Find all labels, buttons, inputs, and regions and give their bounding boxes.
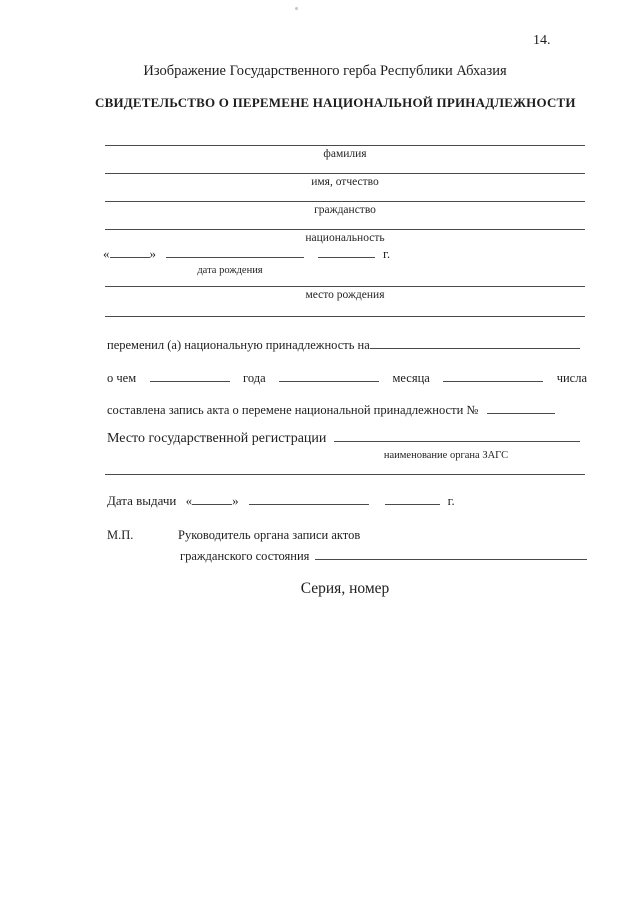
- surname-field-line: [105, 145, 585, 146]
- issue-date-row: [107, 493, 455, 509]
- registration-place-text: Место государственной регистрации: [107, 431, 327, 446]
- changed-nationality-text: переменил (а) национальную принадлежность на: [107, 338, 370, 352]
- year-suffix: г.: [447, 493, 455, 508]
- citizenship-field-line: [105, 201, 585, 202]
- citizenship-label: гражданство: [314, 204, 376, 216]
- seal-abbr: М.П.: [107, 528, 134, 542]
- scan-artifact-dot: [295, 7, 298, 10]
- birth-place-extra-line: [105, 316, 585, 317]
- name-patronymic-label: имя, отчество: [311, 176, 379, 188]
- act-number-blank: [487, 402, 555, 414]
- year-blank: [150, 370, 230, 382]
- changed-nationality-row: [107, 337, 580, 352]
- birth-date-row: [103, 246, 390, 262]
- nationality-label: национальность: [305, 232, 385, 244]
- head-signature-row: [180, 548, 587, 563]
- month-blank: [279, 370, 379, 382]
- month-word: месяца: [392, 371, 430, 385]
- birth-place-field-line: [105, 286, 585, 287]
- year-word: года: [243, 371, 266, 385]
- act-record-text: составлена запись акта о перемене национальной принадлежности №: [107, 403, 479, 417]
- zags-org-label: наименование органа ЗАГС: [383, 450, 509, 461]
- day-word: числа: [556, 371, 587, 385]
- open-quote: «: [103, 246, 110, 261]
- birth-day-blank: [110, 246, 150, 258]
- head-signature-blank: [315, 548, 587, 560]
- close-quote: »: [149, 246, 156, 261]
- birth-place-label: место рождения: [305, 289, 385, 301]
- issue-date-text: Дата выдачи: [107, 493, 177, 508]
- open-quote: «: [185, 493, 193, 508]
- issue-day-blank: [192, 493, 232, 505]
- birth-year-blank: [318, 246, 375, 258]
- date-of-change-row: [107, 370, 587, 385]
- birth-month-blank: [166, 246, 304, 258]
- birth-date-label: дата рождения: [197, 265, 263, 276]
- name-patronymic-field-line: [105, 173, 585, 174]
- issue-month-blank: [249, 493, 369, 505]
- head-title-line2: гражданского состояния: [180, 549, 310, 563]
- close-quote: »: [232, 493, 239, 508]
- new-nationality-blank: [370, 337, 580, 349]
- document-title: СВИДЕТЕЛЬСТВО О ПЕРЕМЕНЕ НАЦИОНАЛЬНОЙ ПРИНАДЛЕЖНОСТИ: [95, 95, 576, 110]
- nationality-field-line: [105, 229, 585, 230]
- year-suffix: г.: [383, 246, 391, 261]
- page-number: 14.: [533, 33, 551, 48]
- series-number-label: Серия, номер: [300, 580, 390, 597]
- issue-year-blank: [385, 493, 440, 505]
- surname-label: фамилия: [323, 148, 367, 160]
- registration-extra-line: [105, 474, 585, 475]
- registration-place-blank: [334, 430, 580, 442]
- head-title-line1: Руководитель органа записи актов: [178, 528, 361, 542]
- registration-place-row: [107, 430, 580, 447]
- act-record-row: [107, 402, 555, 417]
- of-which-text: о чем: [107, 371, 137, 385]
- coat-of-arms-caption: Изображение Государственного герба Республики Абхазия: [143, 63, 507, 79]
- day-blank: [443, 370, 543, 382]
